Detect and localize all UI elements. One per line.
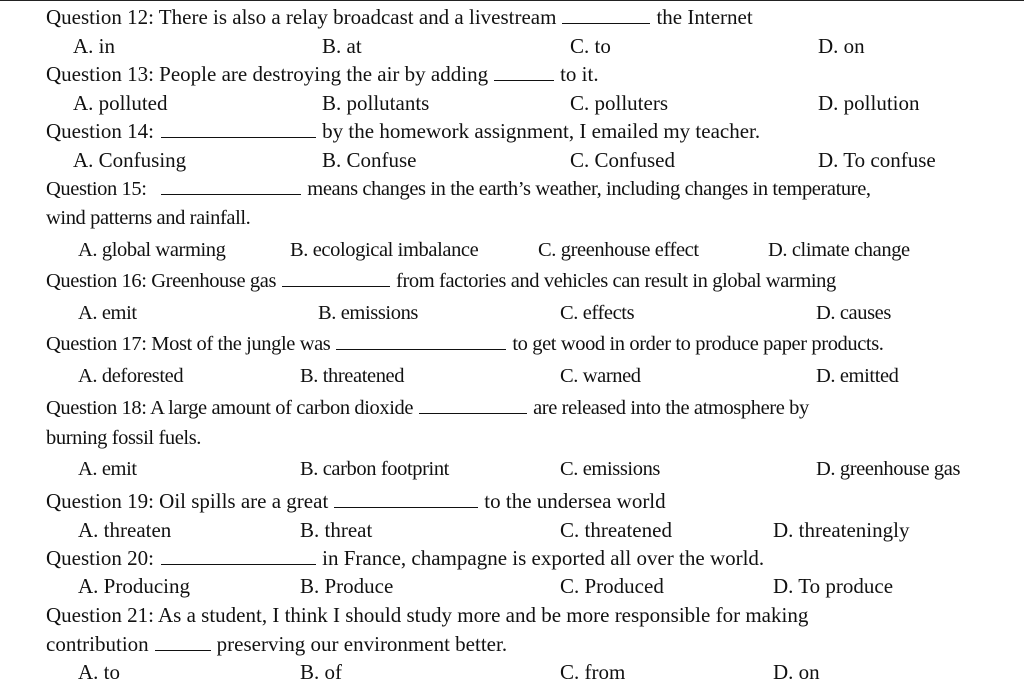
option-b[interactable]: B. threat [300,518,373,542]
option-c[interactable]: C. Produced [560,574,664,598]
answer-blank[interactable] [562,5,650,24]
top-border [0,0,1024,1]
option-b[interactable]: B. of [300,660,342,684]
option-b[interactable]: B. threatened [300,365,405,387]
option-a[interactable]: A. in [73,34,115,58]
options-row [0,31,1024,61]
option-d[interactable]: D. To confuse [818,148,936,172]
question-text: wind patterns and rainfall. [46,207,251,229]
question-text: contribution [46,632,149,656]
question-text: from factories and vehicles can result in global warming [396,270,836,292]
answer-blank[interactable] [282,268,390,287]
options-row [0,515,1024,545]
question-21-continuation [46,629,507,659]
question-12 [46,2,753,32]
question-label: Question 12: [46,5,154,29]
question-text: preserving our environment better. [216,632,508,656]
options-row [0,298,1024,328]
option-b[interactable]: B. Produce [300,574,394,598]
option-c[interactable]: C. threatened [560,518,672,542]
option-d[interactable]: D. on [773,660,820,684]
question-text: to get wood in order to produce paper products. [512,333,884,355]
question-label: Question 17: [46,333,147,355]
option-d[interactable]: D. greenhouse gas [816,458,961,480]
answer-blank[interactable] [494,62,554,81]
question-text: means changes in the earth’s weather, including changes in temperature, [307,178,871,200]
question-17 [46,329,884,359]
answer-blank[interactable] [419,395,527,414]
option-c[interactable]: C. warned [560,365,641,387]
question-19 [46,486,666,516]
option-b[interactable]: B. Confuse [322,148,417,172]
question-label: Question 13: [46,62,154,86]
question-14 [46,116,760,146]
option-a[interactable]: A. Confusing [73,148,187,172]
option-b[interactable]: B. carbon footprint [300,458,449,480]
answer-blank[interactable] [161,546,316,565]
option-d[interactable]: D. emitted [816,365,899,387]
question-20 [46,543,764,573]
question-13 [46,59,599,89]
question-label: Question 15: [46,178,147,200]
question-label: Question 19: [46,489,154,513]
options-row [0,88,1024,118]
question-text: Greenhouse gas [151,270,277,292]
option-a[interactable]: A. deforested [78,365,184,387]
option-b[interactable]: B. at [322,34,362,58]
option-d[interactable]: D. climate change [768,239,910,261]
option-c[interactable]: C. Confused [570,148,675,172]
question-text: A large amount of carbon dioxide [150,397,414,419]
option-a[interactable]: A. polluted [73,91,168,115]
question-label: Question 14: [46,119,154,143]
question-text: Oil spills are a great [159,489,329,513]
question-text: to it. [560,62,599,86]
option-c[interactable]: C. emissions [560,458,660,480]
option-b[interactable]: B. pollutants [322,91,430,115]
answer-blank[interactable] [161,176,301,195]
question-text: in France, champagne is exported all over the world. [322,546,765,570]
question-text: burning fossil fuels. [46,427,202,449]
answer-blank[interactable] [161,119,316,138]
options-row [0,454,1024,484]
option-d[interactable]: D. causes [816,302,891,324]
question-18-continuation [46,423,201,453]
question-label: Question 21: [46,603,154,627]
question-text: Most of the jungle was [151,333,331,355]
question-text: the Internet [656,5,753,29]
option-c[interactable]: C. from [560,660,626,684]
option-d[interactable]: D. To produce [773,574,894,598]
options-row [0,145,1024,175]
options-row [0,657,1024,687]
option-b[interactable]: B. ecological imbalance [290,239,479,261]
question-15-continuation [46,203,250,233]
question-text: There is also a relay broadcast and a livestream [158,5,557,29]
option-a[interactable]: A. global warming [78,239,226,261]
answer-blank[interactable] [155,632,211,651]
question-15 [46,174,871,204]
question-label: Question 18: [46,397,147,419]
option-d[interactable]: D. on [818,34,865,58]
question-16 [46,266,836,296]
option-a[interactable]: A. threaten [78,518,172,542]
option-c[interactable]: C. effects [560,302,635,324]
question-text: to the undersea world [484,489,666,513]
option-a[interactable]: A. emit [78,458,137,480]
question-label: Question 20: [46,546,154,570]
option-b[interactable]: B. emissions [318,302,418,324]
option-a[interactable]: A. emit [78,302,137,324]
question-text: are released into the atmosphere by [533,397,809,419]
option-c[interactable]: C. polluters [570,91,668,115]
option-a[interactable]: A. to [78,660,120,684]
options-row [0,361,1024,391]
options-row [0,571,1024,601]
question-21 [46,600,808,630]
option-a[interactable]: A. Producing [78,574,190,598]
question-text: As a student, I think I should study more and be more responsible for making [158,603,809,627]
answer-blank[interactable] [334,489,478,508]
question-text: by the homework assignment, I emailed my teacher. [322,119,761,143]
option-c[interactable]: C. to [570,34,611,58]
options-row [0,235,1024,265]
option-d[interactable]: D. threateningly [773,518,910,542]
question-label: Question 16: [46,270,147,292]
option-c[interactable]: C. greenhouse effect [538,239,699,261]
question-text: People are destroying the air by adding [159,62,489,86]
question-18 [46,393,809,423]
option-d[interactable]: D. pollution [818,91,920,115]
answer-blank[interactable] [336,331,506,350]
